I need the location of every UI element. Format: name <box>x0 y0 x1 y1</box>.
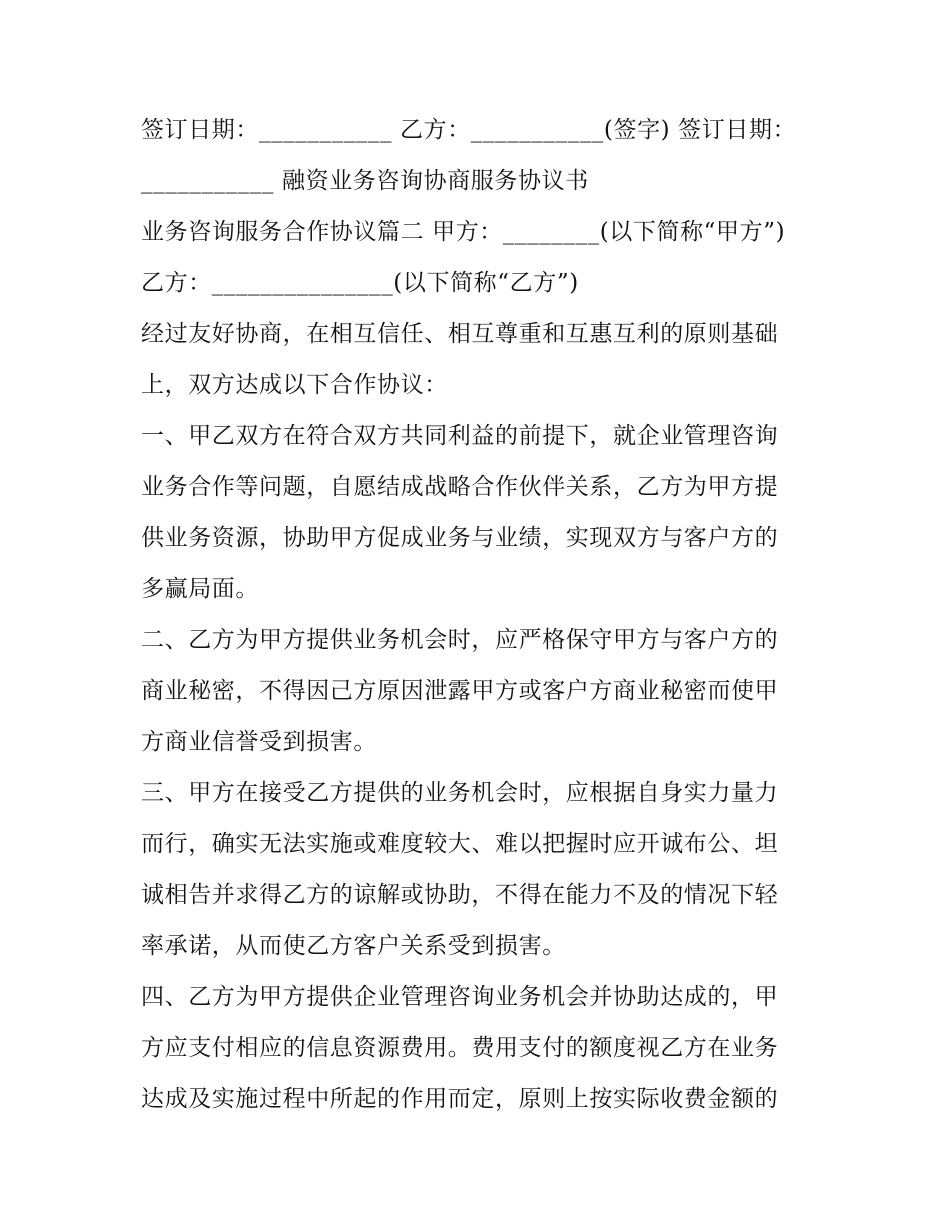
clause-3-line-1: 三、甲方在接受乙方提供的业务机会时，应根据自身实力量力 <box>141 780 779 806</box>
clause-2-line-2: 商业秘密，不得因己方原因泄露甲方或客户方商业秘密而使甲 <box>141 678 779 704</box>
clause-1-line-1: 一、甲乙双方在符合双方共同利益的前提下，就企业管理咨询 <box>141 423 779 449</box>
clause-1-line-4: 多赢局面。 <box>141 576 259 602</box>
clause-4-line-1: 四、乙方为甲方提供企业管理咨询业务机会并协助达成的，甲 <box>141 984 779 1010</box>
signature-date-line: 签订日期：___________ 乙方：___________(签字) 签订日期： <box>141 117 797 143</box>
clause-1-line-2: 业务合作等问题，自愿结成战略合作伙伴关系，乙方为甲方提 <box>141 474 779 500</box>
clause-1-line-3: 供业务资源，协助甲方促成业务与业绩，实现双方与客户方的 <box>141 525 779 551</box>
preamble-line-2: 上，双方达成以下合作协议： <box>141 372 448 398</box>
document-title-line: ___________ 融资业务咨询协商服务协议书 <box>141 168 589 194</box>
clause-4-line-3: 达成及实施过程中所起的作用而定，原则上按实际收费金额的 <box>141 1086 779 1112</box>
party-a-line: 业务咨询服务合作协议篇二 甲方：________(以下简称“甲方”) <box>141 219 786 245</box>
clause-4-line-2: 方应支付相应的信息资源费用。费用支付的额度视乙方在业务 <box>141 1035 779 1061</box>
clause-3-line-2: 而行，确实无法实施或难度较大、难以把握时应开诚布公、坦 <box>141 831 779 857</box>
clause-2-line-3: 方商业信誉受到损害。 <box>141 729 377 755</box>
clause-3-line-3: 诚相告并求得乙方的谅解或协助，不得在能力不及的情况下轻 <box>141 882 779 908</box>
preamble-line-1: 经过友好协商，在相互信任、相互尊重和互惠互利的原则基础 <box>141 321 779 347</box>
party-b-line: 乙方：_______________(以下简称“乙方”) <box>141 270 579 296</box>
clause-2-line-1: 二、乙方为甲方提供业务机会时，应严格保守甲方与客户方的 <box>141 627 779 653</box>
clause-3-line-4: 率承诺，从而使乙方客户关系受到损害。 <box>141 933 566 959</box>
